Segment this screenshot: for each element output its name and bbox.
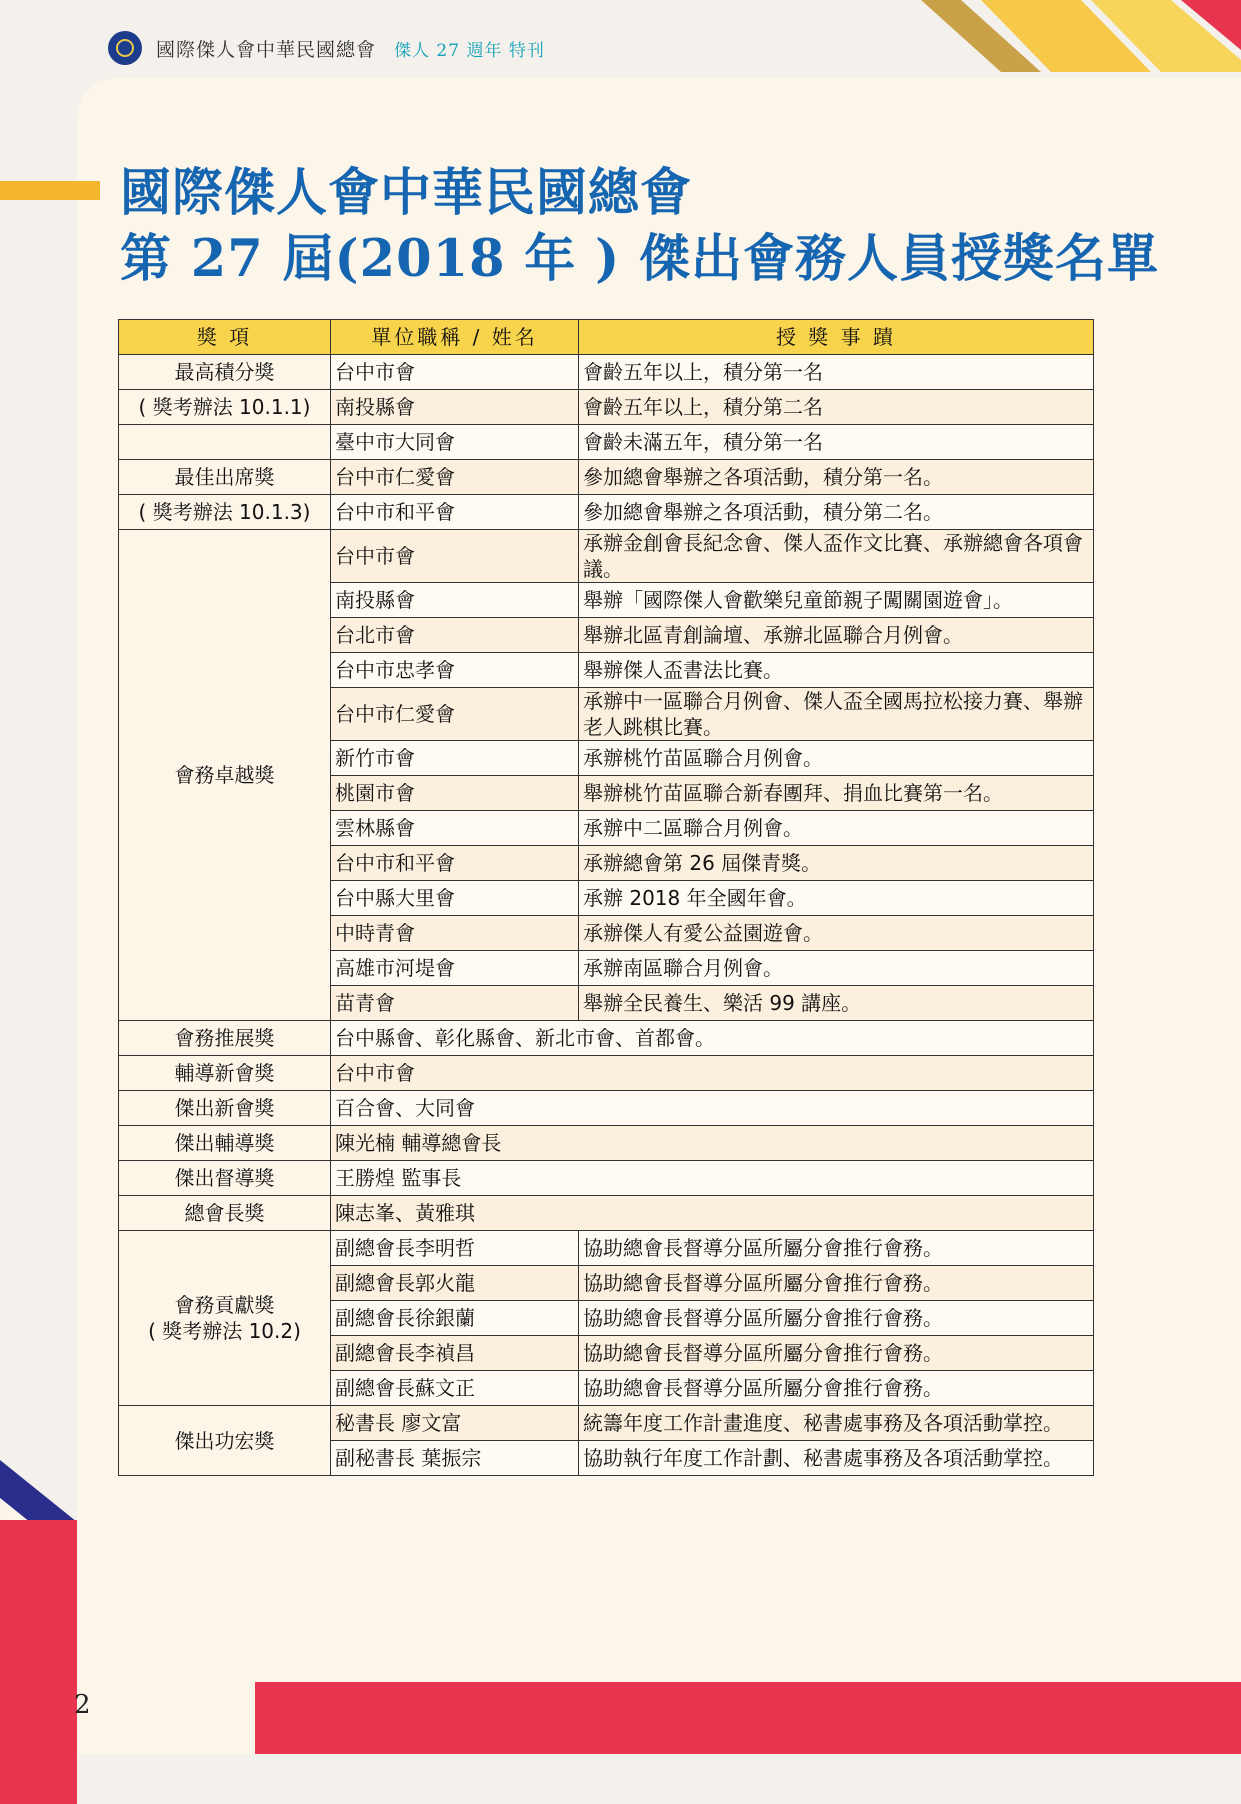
unit-cell: 苗青會 (331, 986, 579, 1021)
deed-cell: 舉辦「國際傑人會歡樂兒童節親子闖關園遊會」。 (579, 583, 1094, 618)
unit-cell: 台中市會 (331, 530, 579, 583)
deed-cell: 舉辦全民養生、樂活 99 講座。 (579, 986, 1094, 1021)
award-cell-excellence: 會務卓越獎 (119, 530, 331, 1021)
award-cell: 傑出督導獎 (119, 1161, 331, 1196)
recipient-cell: 台中市會 (331, 1056, 1094, 1091)
award-cell: 最佳出席獎 (119, 460, 331, 495)
unit-cell: 副總會長李禎昌 (331, 1336, 579, 1371)
deed-cell: 會齡五年以上，積分第二名 (579, 390, 1094, 425)
recipient-cell: 王勝煌 監事長 (331, 1161, 1094, 1196)
deed-cell: 協助總會長督導分區所屬分會推行會務。 (579, 1266, 1094, 1301)
table-row (119, 425, 1094, 460)
deed-cell: 承辦中二區聯合月例會。 (579, 811, 1094, 846)
award-cell: 總會長獎 (119, 1196, 331, 1231)
title-line-2: 第 27 屆(2018 年 ) 傑出會務人員授獎名單 (120, 229, 1159, 289)
deed-cell: 承辦金創會長紀念會、傑人盃作文比賽、承辦總會各項會議。 (579, 530, 1094, 583)
page-header (108, 30, 545, 66)
unit-cell: 雲林縣會 (331, 811, 579, 846)
recipient-cell: 百合會、大同會 (331, 1091, 1094, 1126)
unit-cell: 秘書長 廖文富 (331, 1406, 579, 1441)
deed-cell: 統籌年度工作計畫進度、秘書處事務及各項活動掌控。 (579, 1406, 1094, 1441)
award-cell-merit: 傑出功宏獎 (119, 1406, 331, 1476)
unit-cell: 台中市和平會 (331, 495, 579, 530)
unit-cell: 高雄市河堤會 (331, 951, 579, 986)
unit-cell: 副總會長徐銀蘭 (331, 1301, 579, 1336)
bottom-paper-tab (77, 1682, 255, 1754)
table-row (119, 460, 1094, 495)
unit-cell: 新竹市會 (331, 741, 579, 776)
award-cell: 傑出新會獎 (119, 1091, 331, 1126)
table-row (119, 495, 1094, 530)
unit-cell: 台中市忠孝會 (331, 653, 579, 688)
unit-cell: 台中市仁愛會 (331, 688, 579, 741)
unit-cell: 台中市和平會 (331, 846, 579, 881)
recipient-cell: 台中縣會、彰化縣會、新北市會、首都會。 (331, 1021, 1094, 1056)
deed-cell: 舉辦傑人盃書法比賽。 (579, 653, 1094, 688)
page-title (120, 160, 1159, 292)
deed-cell: 協助總會長督導分區所屬分會推行會務。 (579, 1336, 1094, 1371)
table-row (119, 530, 1094, 583)
table-row (119, 1021, 1094, 1056)
award-cell: 最高積分獎 (119, 355, 331, 390)
recipient-cell: 陳志峯、黃雅琪 (331, 1196, 1094, 1231)
title-line-1: 國際傑人會中華民國總會 (120, 163, 693, 223)
page-number: 2 (74, 1690, 91, 1720)
award-cell (119, 425, 331, 460)
deed-cell: 協助總會長督導分區所屬分會推行會務。 (579, 1231, 1094, 1266)
unit-cell: 台北市會 (331, 618, 579, 653)
deed-cell: 會齡五年以上，積分第一名 (579, 355, 1094, 390)
deed-cell: 承辦南區聯合月例會。 (579, 951, 1094, 986)
deed-cell: 協助執行年度工作計劃、秘書處事務及各項活動掌控。 (579, 1441, 1094, 1476)
deed-cell: 參加總會舉辦之各項活動，積分第二名。 (579, 495, 1094, 530)
deed-cell: 會齡未滿五年，積分第一名 (579, 425, 1094, 460)
award-cell: ( 獎考辦法 10.1.3) (119, 495, 331, 530)
unit-cell: 副秘書長 葉振宗 (331, 1441, 579, 1476)
gold-side-bar (0, 181, 100, 200)
award-cell-contribution (119, 1231, 331, 1406)
table-row (119, 1196, 1094, 1231)
deed-cell: 參加總會舉辦之各項活動，積分第一名。 (579, 460, 1094, 495)
unit-cell: 南投縣會 (331, 390, 579, 425)
unit-cell: 台中縣大里會 (331, 881, 579, 916)
deed-cell: 承辦總會第 26 屆傑青獎。 (579, 846, 1094, 881)
contribution-rule: ( 獎考辦法 10.2) (148, 1319, 301, 1343)
header-unit: 單位職稱 / 姓名 (331, 320, 579, 355)
table-row (119, 355, 1094, 390)
table-row (119, 1126, 1094, 1161)
award-cell: 輔導新會獎 (119, 1056, 331, 1091)
unit-cell: 桃園市會 (331, 776, 579, 811)
award-cell: ( 獎考辦法 10.1.1) (119, 390, 331, 425)
unit-cell: 副總會長李明哲 (331, 1231, 579, 1266)
deed-cell: 承辦桃竹苗區聯合月例會。 (579, 741, 1094, 776)
unit-cell: 中時青會 (331, 916, 579, 951)
deed-cell: 承辦中一區聯合月例會、傑人盃全國馬拉松接力賽、舉辦老人跳棋比賽。 (579, 688, 1094, 741)
award-cell: 會務推展獎 (119, 1021, 331, 1056)
deed-cell: 舉辦北區青創論壇、承辦北區聯合月例會。 (579, 618, 1094, 653)
deed-cell: 協助總會長督導分區所屬分會推行會務。 (579, 1371, 1094, 1406)
deed-cell: 舉辦桃竹苗區聯合新春團拜、捐血比賽第一名。 (579, 776, 1094, 811)
table-row (119, 1406, 1094, 1441)
edition-label: 傑人 27 週年 特刊 (394, 40, 545, 61)
left-red-band (0, 1520, 77, 1804)
deed-cell: 承辦傑人有愛公益園遊會。 (579, 916, 1094, 951)
award-table (118, 319, 1094, 1476)
contribution-title: 會務貢獻獎 (174, 1293, 275, 1317)
table-row (119, 1091, 1094, 1126)
unit-cell: 南投縣會 (331, 583, 579, 618)
org-logo-icon (108, 31, 142, 65)
deed-cell: 協助總會長督導分區所屬分會推行會務。 (579, 1301, 1094, 1336)
unit-cell: 副總會長蘇文正 (331, 1371, 579, 1406)
table-row (119, 1231, 1094, 1266)
unit-cell: 副總會長郭火龍 (331, 1266, 579, 1301)
corner-decoration (901, 0, 1241, 80)
recipient-cell: 陳光楠 輔導總會長 (331, 1126, 1094, 1161)
unit-cell: 台中市仁愛會 (331, 460, 579, 495)
org-name: 國際傑人會中華民國總會 (156, 38, 377, 61)
header-award: 獎 項 (119, 320, 331, 355)
deed-cell: 承辦 2018 年全國年會。 (579, 881, 1094, 916)
unit-cell: 台中市會 (331, 355, 579, 390)
award-cell: 傑出輔導獎 (119, 1126, 331, 1161)
table-row (119, 1161, 1094, 1196)
table-row (119, 1056, 1094, 1091)
header-deeds: 授 獎 事 蹟 (579, 320, 1094, 355)
table-row (119, 390, 1094, 425)
table-header-row (119, 320, 1094, 355)
unit-cell: 臺中市大同會 (331, 425, 579, 460)
